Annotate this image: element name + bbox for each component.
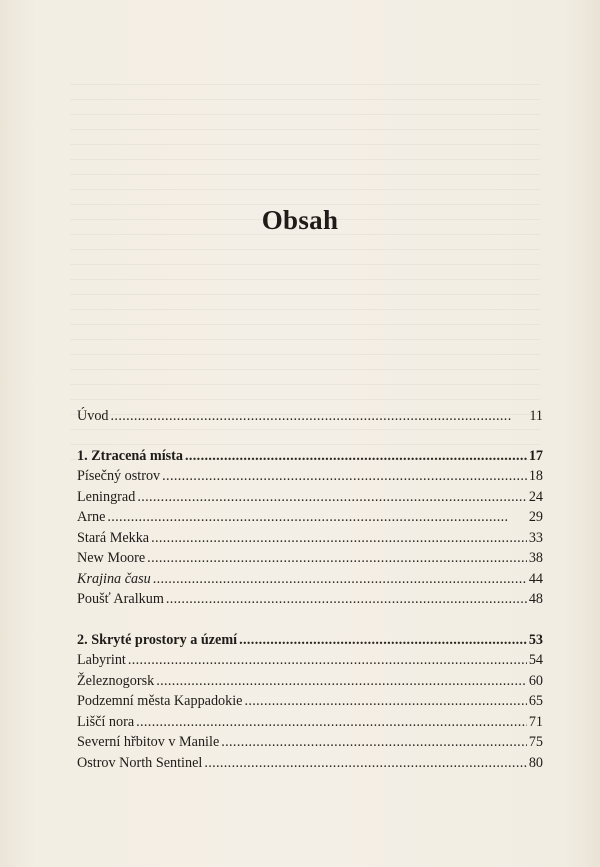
toc-entry	[77, 466, 543, 487]
toc-entry	[77, 753, 543, 774]
dot-leader	[185, 446, 527, 467]
toc-entry-page: 75	[528, 734, 543, 750]
toc-entry	[77, 487, 543, 508]
toc-entry-page: 71	[528, 713, 543, 730]
toc-entry-page: 38	[528, 550, 543, 566]
dot-leader	[162, 466, 527, 487]
toc-section-page: 53	[528, 631, 543, 648]
dot-leader	[147, 548, 527, 569]
toc-entry-page: 65	[528, 693, 543, 709]
toc-entry	[77, 507, 543, 528]
dot-leader	[128, 650, 527, 671]
toc-entry	[77, 528, 543, 549]
toc-entry	[77, 671, 543, 692]
dot-leader	[244, 691, 526, 712]
toc-entry-page: 44	[528, 570, 543, 587]
page-title: Obsah	[261, 205, 339, 235]
toc-entry-page: 60	[528, 672, 543, 689]
toc-entry-label: Krajina času	[77, 570, 151, 587]
toc-entry-label: Úvod	[77, 408, 109, 424]
dot-leader	[137, 487, 527, 508]
table-of-contents	[77, 406, 543, 773]
toc-entry-label: Podzemní města Kappadokie	[77, 693, 243, 709]
toc-section-label: 2. Skryté prostory a území	[77, 631, 238, 648]
toc-entry-page: 48	[528, 591, 543, 607]
dot-leader	[239, 630, 527, 651]
toc-section-1	[77, 446, 543, 467]
toc-entry-label: Poušť Aralkum	[77, 591, 164, 607]
toc-entry-label: Písečný ostrov	[77, 468, 161, 484]
dot-leader	[221, 732, 527, 753]
toc-entry	[77, 712, 543, 733]
dot-leader	[111, 406, 528, 427]
toc-section-2	[77, 630, 543, 651]
toc-entry-page: 54	[528, 652, 543, 668]
toc-entry	[77, 569, 543, 590]
toc-entry-label: Arne	[77, 509, 106, 525]
toc-entry-label: Železnogorsk	[77, 672, 155, 689]
toc-entry-page: 24	[528, 488, 543, 505]
toc-entry	[77, 548, 543, 569]
dot-leader	[136, 712, 527, 733]
dot-leader	[153, 569, 527, 590]
dot-leader	[166, 589, 527, 610]
toc-entry	[77, 691, 543, 712]
toc-section-label: 1. Ztracená místa	[77, 447, 183, 464]
toc-entry	[77, 650, 543, 671]
dot-leader	[107, 507, 526, 528]
dot-leader	[204, 753, 527, 774]
toc-section-page: 17	[528, 447, 543, 464]
toc-entry	[77, 589, 543, 610]
toc-entry-label: Stará Mekka	[77, 529, 150, 546]
toc-entry-page: 29	[528, 509, 543, 525]
toc-entry-page: 18	[528, 468, 543, 484]
dot-leader	[156, 671, 527, 692]
toc-entry-label: Leningrad	[77, 488, 136, 505]
toc-entry-label: Severní hřbitov v Manile	[77, 734, 220, 750]
toc-entry-label: Liščí nora	[77, 713, 135, 730]
toc-entry-intro	[77, 406, 543, 427]
toc-entry-label: Ostrov North Sentinel	[77, 754, 203, 771]
toc-entry-label: Labyrint	[77, 652, 126, 668]
toc-entry-page: 33	[528, 529, 543, 546]
toc-entry-page: 80	[528, 754, 543, 771]
dot-leader	[151, 528, 527, 549]
toc-entry-label: New Moore	[77, 550, 146, 566]
toc-entry	[77, 732, 543, 753]
toc-entry-page: 11	[529, 408, 543, 424]
